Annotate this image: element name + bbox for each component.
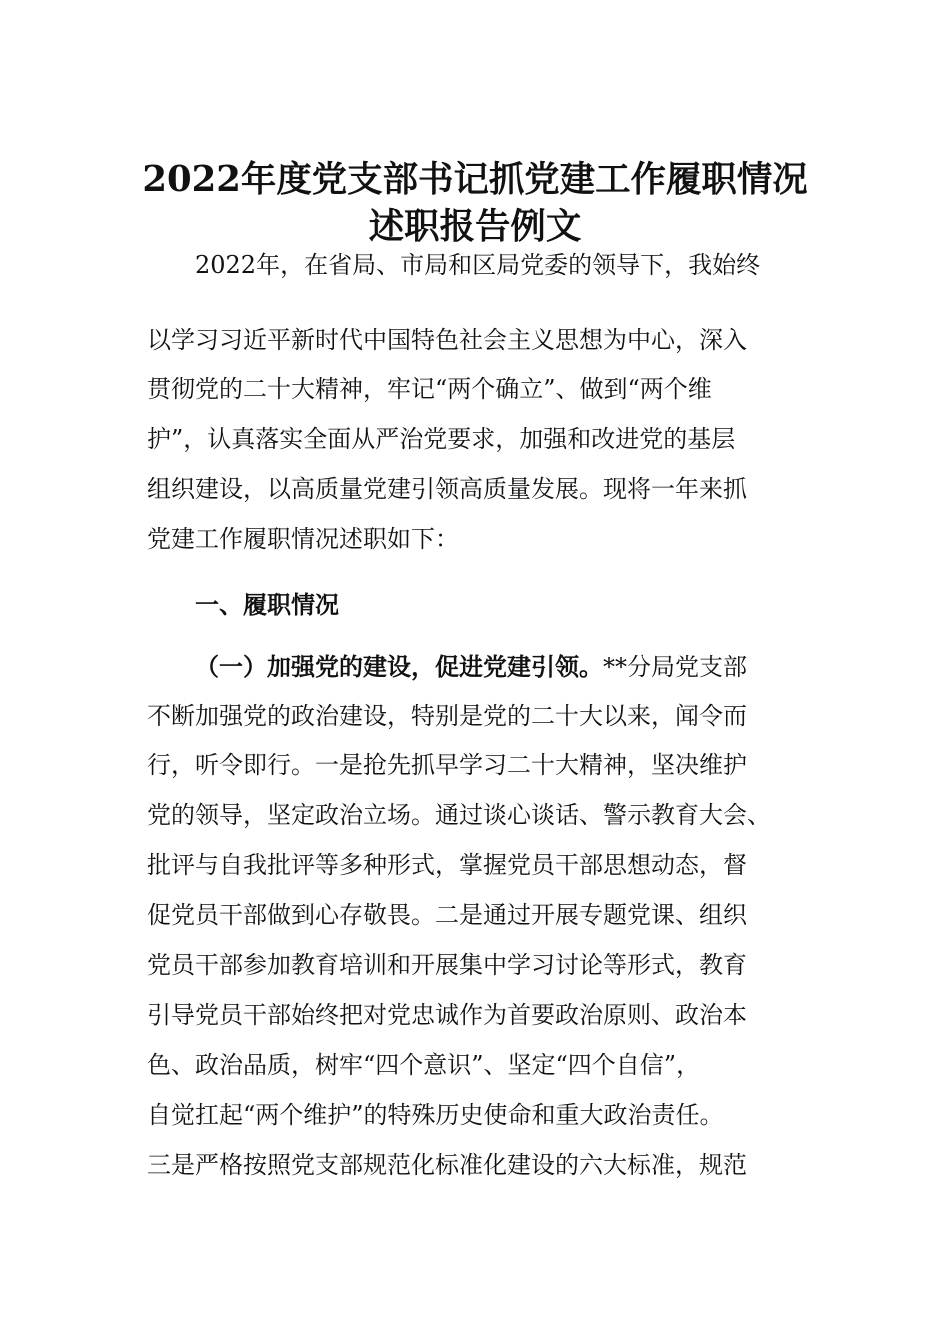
sub-section-1-line-9: 色、政治品质，树牢“四个意识”、坚定“四个自信”， bbox=[147, 1051, 701, 1079]
section-heading-1: 一、履职情况 bbox=[195, 590, 339, 619]
sub-section-1-heading: （一）加强党的建设，促进党建引领。 bbox=[195, 652, 603, 681]
sub-section-1-line-10: 自觉扛起“两个维护”的特殊历史使命和重大政治责任。 bbox=[147, 1101, 724, 1129]
sub-section-1-first-line-rest: **分局党支部 bbox=[603, 653, 747, 681]
sub-section-1-line-5: 批评与自我批评等多种形式，掌握党员干部思想动态，督 bbox=[147, 851, 747, 879]
sub-section-1-line-7: 党员干部参加教育培训和开展集中学习讨论等形式，教育 bbox=[147, 951, 747, 979]
intro-line-2: 以学习习近平新时代中国特色社会主义思想为中心，深入 bbox=[147, 326, 747, 354]
document-title-line-2: 述职报告例文 bbox=[368, 206, 582, 247]
sub-section-1-line-4: 党的领导，坚定政治立场。通过谈心谈话、警示教育大会、 bbox=[147, 801, 771, 829]
document-title-line-1: 2022年度党支部书记抓党建工作履职情况 bbox=[142, 159, 808, 200]
intro-line-1: 2022年，在省局、市局和区局党委的领导下，我始终 bbox=[195, 251, 761, 279]
sub-section-1-line-2: 不断加强党的政治建设，特别是党的二十大以来，闻令而 bbox=[147, 702, 747, 730]
sub-section-1-line-3: 行，听令即行。一是抢先抓早学习二十大精神，坚决维护 bbox=[147, 751, 747, 779]
sub-section-1-first-line bbox=[195, 652, 747, 682]
sub-section-1-line-6: 促党员干部做到心存敬畏。二是通过开展专题党课、组织 bbox=[147, 901, 747, 929]
intro-line-4: 护”，认真落实全面从严治党要求，加强和改进党的基层 bbox=[147, 425, 736, 453]
sub-section-1-line-8: 引导党员干部始终把对党忠诚作为首要政治原则、政治本 bbox=[147, 1001, 747, 1029]
intro-line-6: 党建工作履职情况述职如下： bbox=[147, 525, 459, 553]
intro-line-5: 组织建设，以高质量党建引领高质量发展。现将一年来抓 bbox=[147, 475, 747, 503]
intro-line-3: 贯彻党的二十大精神，牢记“两个确立”、做到“两个维 bbox=[147, 375, 712, 403]
sub-section-1-line-11: 三是严格按照党支部规范化标准化建设的六大标准，规范 bbox=[147, 1151, 747, 1179]
